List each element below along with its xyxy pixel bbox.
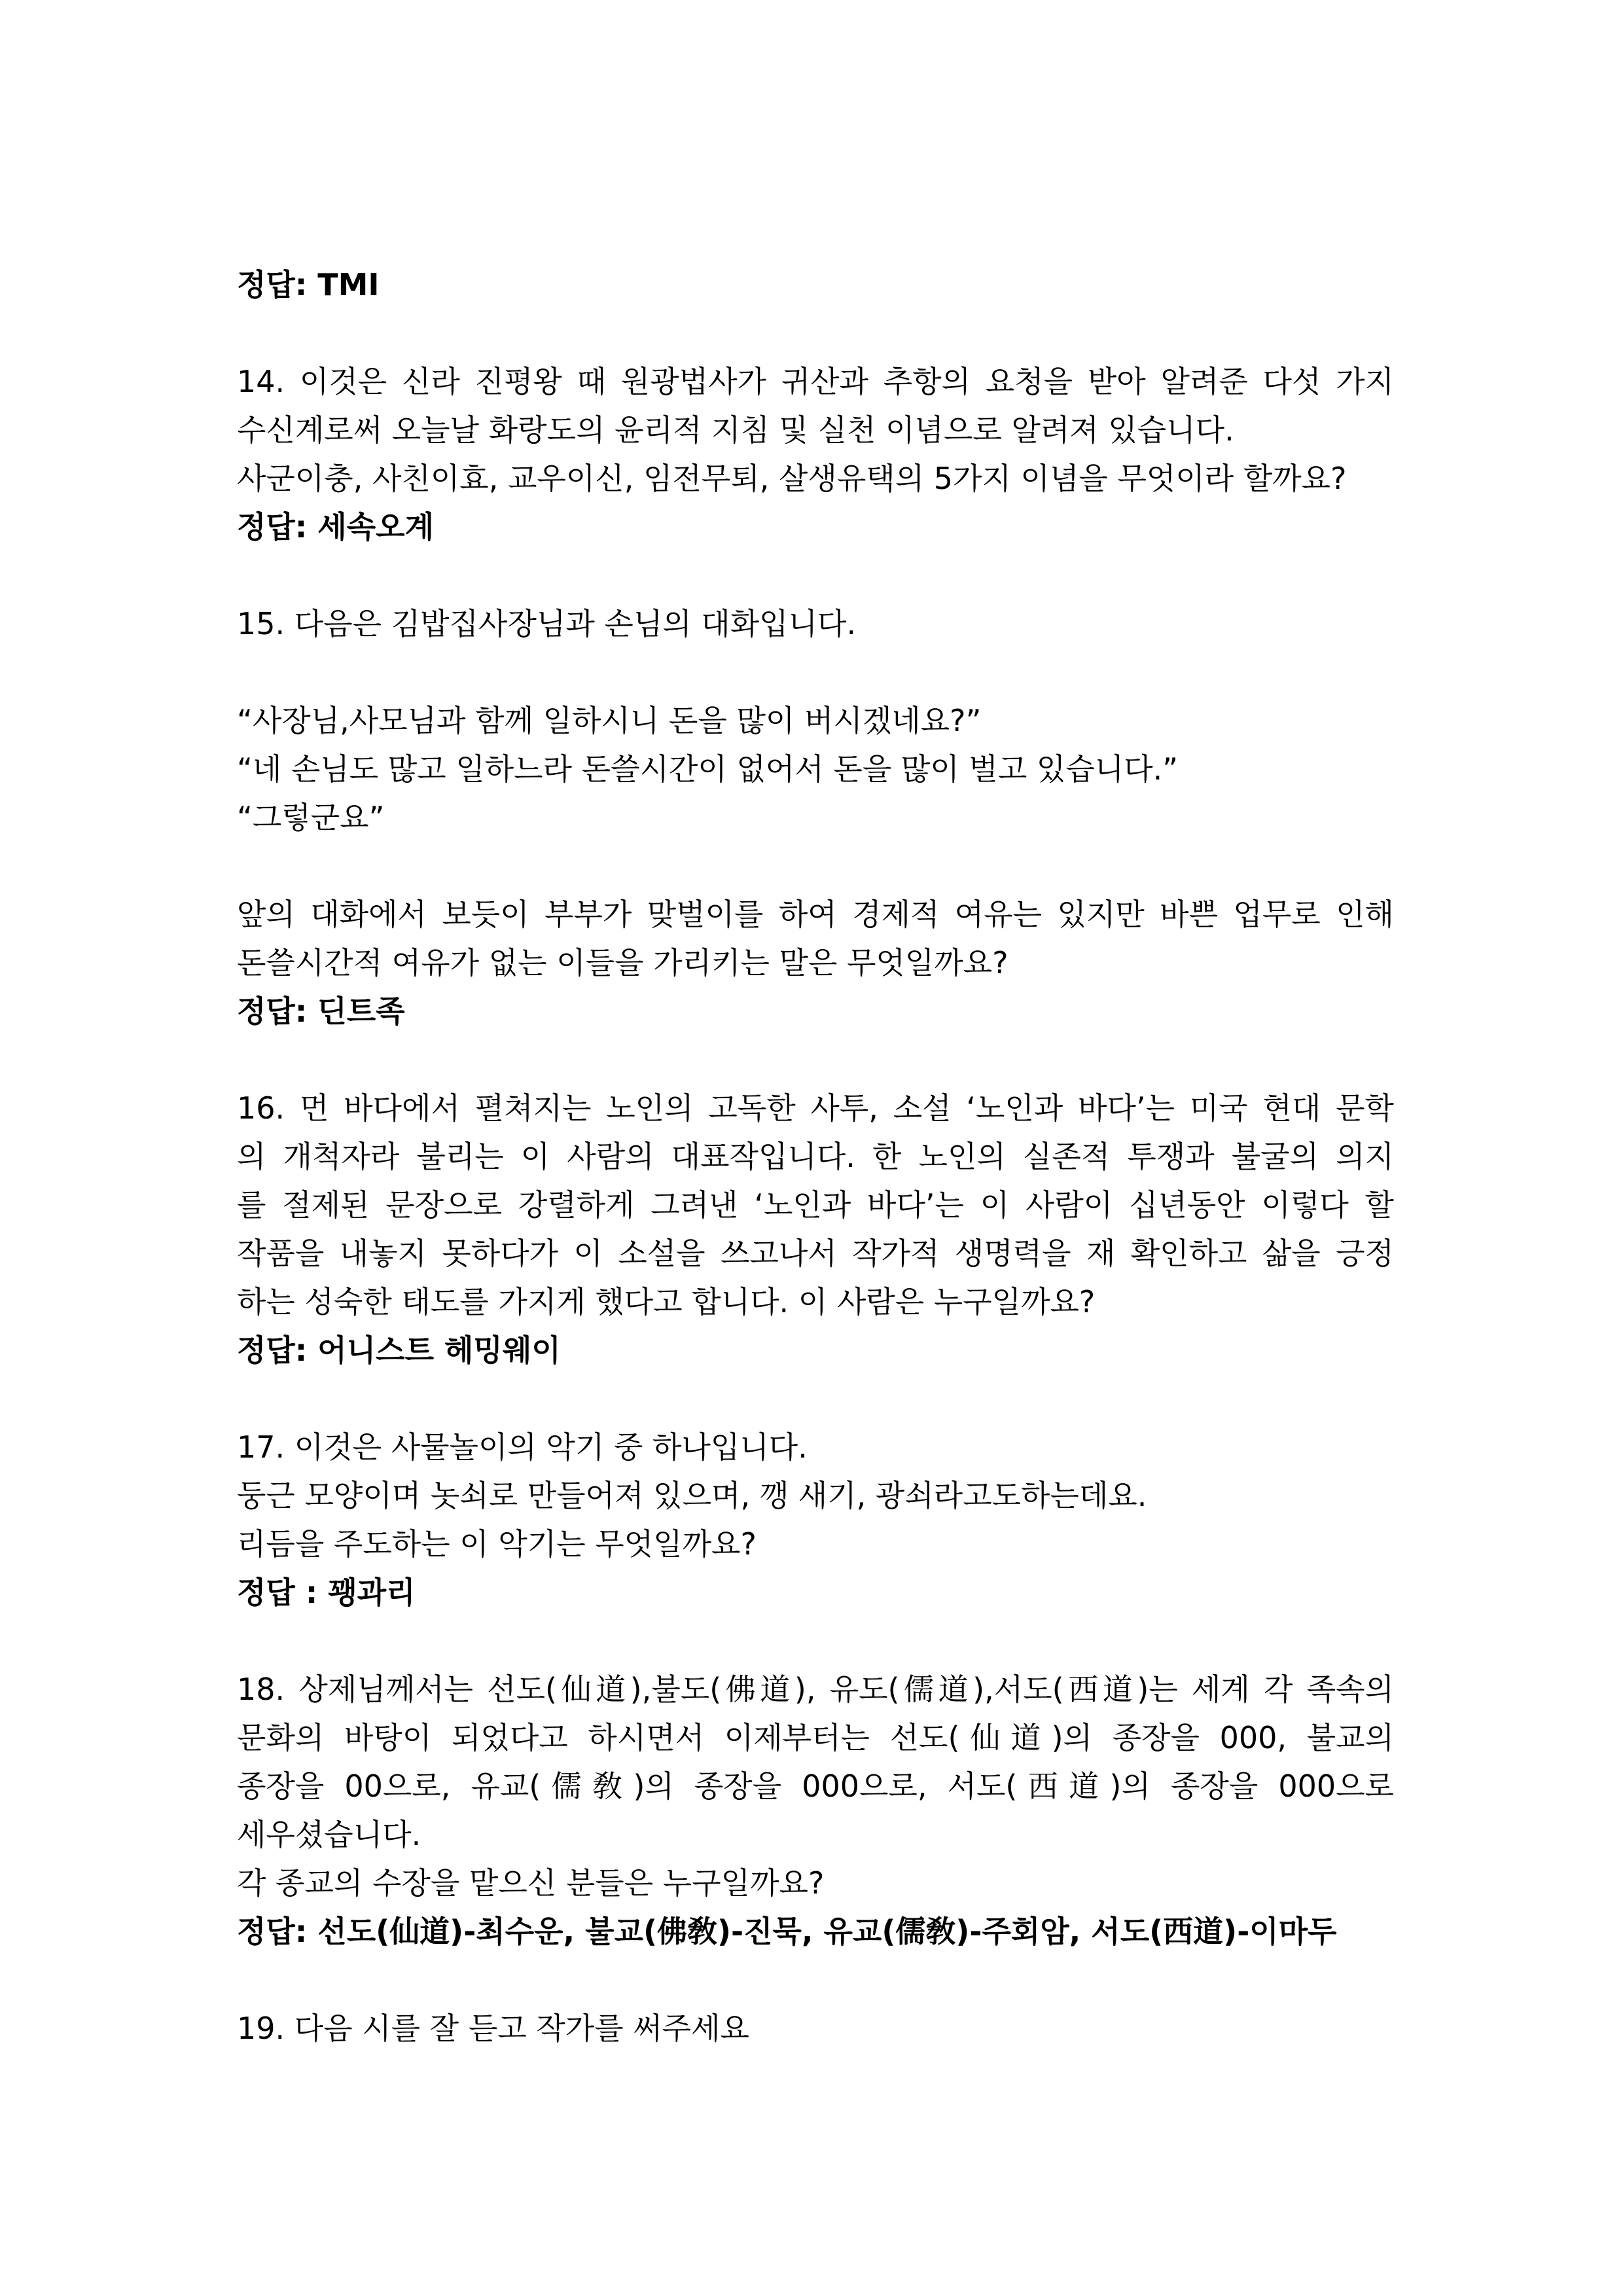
question-18-line: 종장을 00으로, 유교(儒敎)의 종장을 000으로, 서도(西道)의 종장을 000으로: [237, 1768, 1394, 1804]
question-18-line: 문화의 바탕이 되었다고 하시면서 이제부터는 선도(仙道)의 종장을 000, 불교의: [237, 1720, 1394, 1755]
question-17: [237, 1423, 1394, 1617]
question-14-line: 수신계로써 오늘날 화랑도의 윤리적 지침 및 실천 이념으로 알려져 있습니다.: [237, 412, 1234, 448]
dialogue-line: “네 손님도 많고 일하느라 돈쓸시간이 없어서 돈을 많이 벌고 있습니다.”: [237, 751, 1179, 787]
spacer: [237, 551, 1394, 600]
question-16-line: 하는 성숙한 태도를 가지게 했다고 합니다. 이 사람은 누구일까요?: [237, 1284, 1096, 1319]
question-15-intro: 15. 다음은 김밥집사장님과 손님의 대화입니다.: [237, 606, 857, 641]
question-16-line: 의 개척자라 불리는 이 사람의 대표작입니다. 한 노인의 실존적 투쟁과 불굴의 의지: [237, 1139, 1394, 1174]
question-18: [237, 1665, 1394, 1956]
question-14-line: 사군이충, 사친이효, 교우이신, 임전무퇴, 살생유택의 5가지 이념을 무엇이라 할까요?: [237, 461, 1347, 496]
question-18-line: 세우셨습니다.: [237, 1817, 421, 1852]
question-17-line: 17. 이것은 사물놀이의 악기 중 하나입니다.: [237, 1429, 808, 1465]
question-16: [237, 1084, 1394, 1374]
answer-14: 정답: 세속오계: [237, 509, 435, 545]
question-18-line: 18. 상제님께서는 선도(仙道),불도(佛道), 유도(儒道),서도(西道)는 세계 각 족속의: [237, 1672, 1394, 1707]
question-14-line: 14. 이것은 신라 진평왕 때 원광법사가 귀산과 추항의 요청을 받아 알려준 다섯 가지: [237, 364, 1394, 399]
question-16-line: 작품을 내놓지 못하다가 이 소설을 쓰고나서 작가적 생명력을 재 확인하고 삶을 긍정: [237, 1236, 1394, 1271]
document-page: [237, 260, 1394, 2053]
answer-16: 정답: 어니스트 헤밍웨이: [237, 1333, 561, 1368]
dialogue-line: “사장님,사모님과 함께 일하시니 돈을 많이 버시겠네요?”: [237, 703, 982, 738]
question-15-line: 돈쓸시간적 여유가 없는 이들을 가리키는 말은 무엇일까요?: [237, 945, 1008, 980]
dialogue-line: “그렇군요”: [237, 800, 385, 835]
question-19: [237, 2004, 1394, 2053]
spacer: [237, 648, 1394, 696]
spacer: [237, 842, 1394, 890]
answer-13: 정답: TMI: [237, 267, 380, 302]
question-17-line: 둥근 모양이며 놋쇠로 만들어져 있으며, 깽 새기, 광쇠라고도하는데요.: [237, 1478, 1147, 1513]
question-16-line: 를 절제된 문장으로 강렬하게 그려낸 ‘노인과 바다’는 이 사람이 십년동안 이렇다 할: [237, 1187, 1394, 1223]
question-15-line: 앞의 대화에서 보듯이 부부가 맞벌이를 하여 경제적 여유는 있지만 바쁜 업무로 인해: [237, 897, 1394, 932]
answer-18: 정답: 선도(仙道)-최수운, 불교(佛敎)-진묵, 유교(儒敎)-주회암, 서도(西道)-이마두: [237, 1914, 1337, 1949]
question-15: [237, 600, 1394, 1035]
question-14: [237, 357, 1394, 551]
spacer: [237, 309, 1394, 357]
spacer: [237, 1617, 1394, 1665]
question-16-line: 16. 먼 바다에서 펼쳐지는 노인의 고독한 사투, 소설 ‘노인과 바다’는 미국 현대 문학: [237, 1090, 1394, 1126]
answer-17: 정답 : 꽹과리: [237, 1575, 416, 1610]
spacer: [237, 1035, 1394, 1084]
spacer: [237, 1374, 1394, 1423]
answer-15: 정답: 딘트족: [237, 994, 405, 1029]
question-18-line: 각 종교의 수장을 맡으신 분들은 누구일까요?: [237, 1865, 825, 1901]
question-19-line: 19. 다음 시를 잘 듣고 작가를 써주세요: [237, 2011, 749, 2046]
question-17-line: 리듬을 주도하는 이 악기는 무엇일까요?: [237, 1526, 757, 1562]
spacer: [237, 1956, 1394, 2004]
